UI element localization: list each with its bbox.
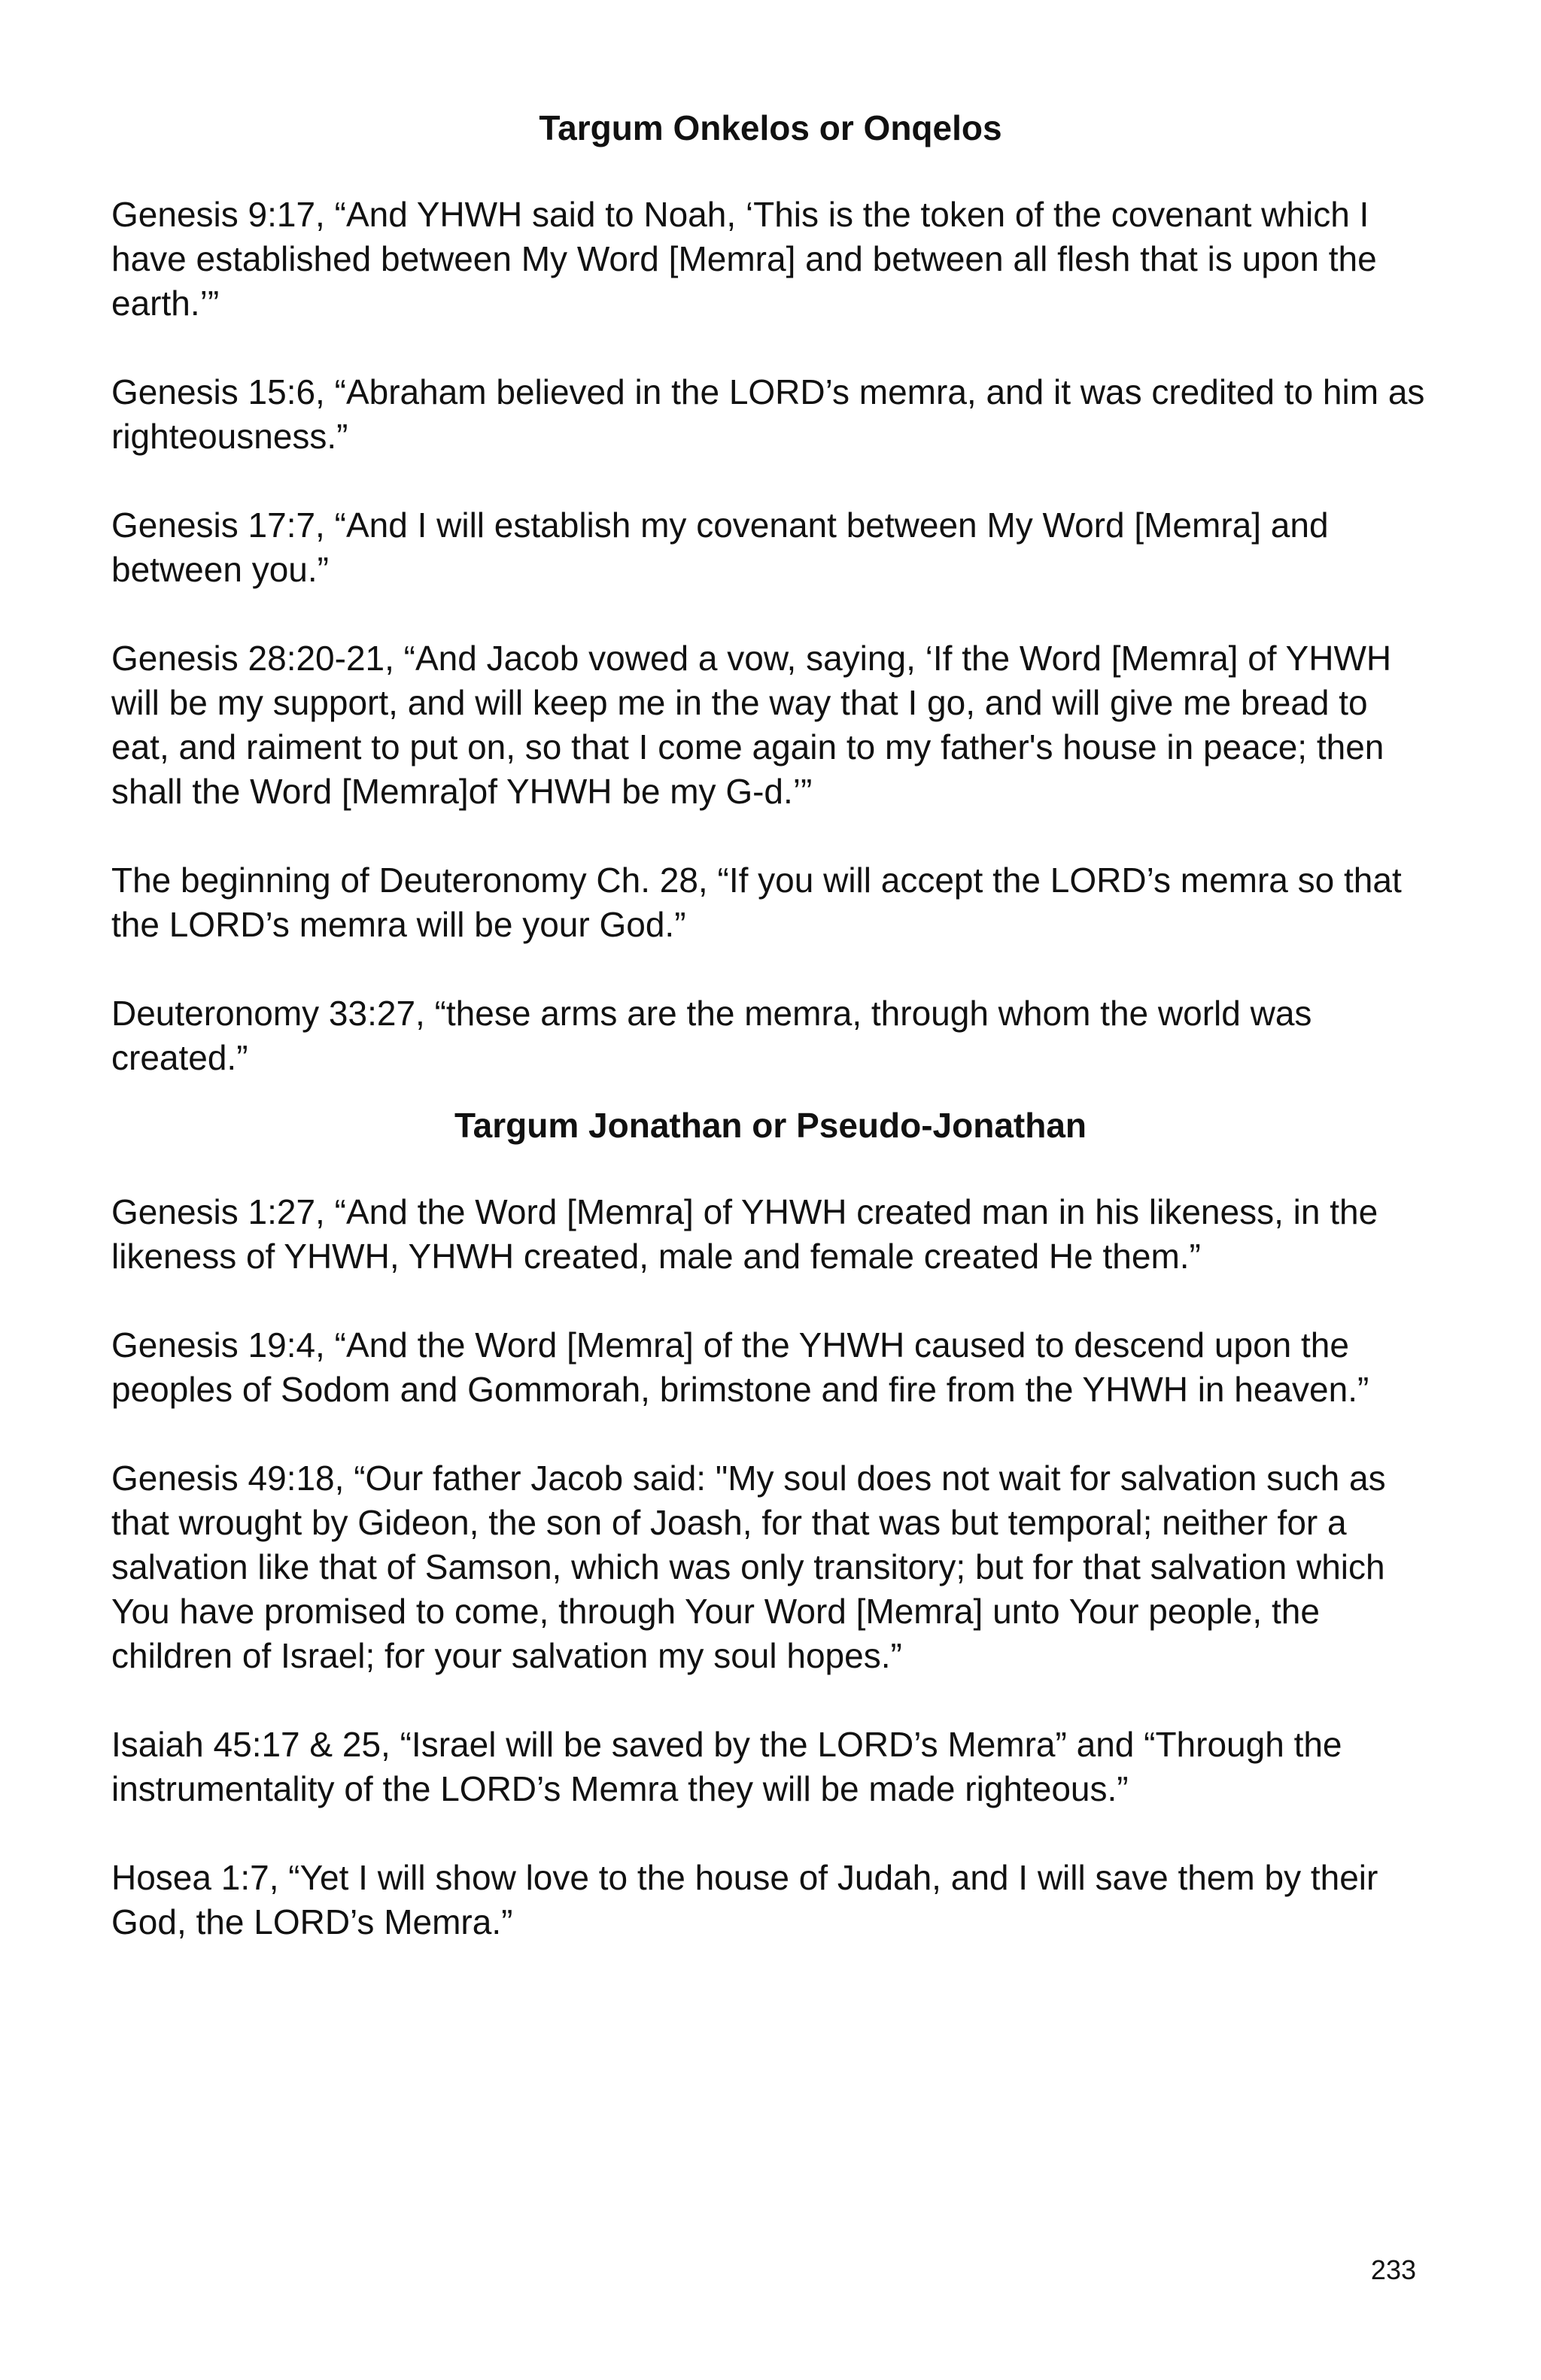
- section-heading-targum-jonathan: Targum Jonathan or Pseudo-Jonathan: [454, 1106, 1087, 1145]
- paragraph-deuteronomy-33-27: Deuteronomy 33:27, “these arms are the memra, through whom the world was created.”: [111, 994, 1312, 1077]
- paragraph-genesis-9-17: Genesis 9:17, “And YHWH said to Noah, ‘This is the token of the covenant which I have established between My Word [Memra] and between all flesh that is upon the earth.’”: [111, 195, 1377, 323]
- paragraph-genesis-17-7: Genesis 17:7, “And I will establish my covenant between My Word [Memra] and between you.”: [111, 505, 1329, 589]
- section-heading-targum-onkelos: Targum Onkelos or Onqelos: [539, 108, 1002, 147]
- page-number: 233: [1370, 2254, 1416, 2285]
- paragraph-genesis-1-27: Genesis 1:27, “And the Word [Memra] of YHWH created man in his likeness, in the likeness of YHWH, YHWH created, male and female created He them.”: [111, 1192, 1378, 1276]
- paragraph-genesis-49-18: Genesis 49:18, “Our father Jacob said: "My soul does not wait for salvation such as that wrought by Gideon, the son of Joash, for that was but temporal; neither for a salvation like that of Samson, which was only transitory; but for that salvation which You have promised to come, through Your Word [Memra] unto Your people, the children of Israel; for your salvation my soul hopes.”: [111, 1459, 1386, 1675]
- paragraph-isaiah-45-17: Isaiah 45:17 & 25, “Israel will be saved by the LORD’s Memra” and “Through the instrumentality of the LORD’s Memra they will be made righteous.”: [111, 1725, 1342, 1808]
- paragraph-genesis-28-20: Genesis 28:20-21, “And Jacob vowed a vow, saying, ‘If the Word [Memra] of YHWH will be my support, and will keep me in the way that I go, and will give me bread to eat, and raiment to put on, so that I come again to my father's house in peace; then shall the Word [Memra]of YHWH be my G-d.’”: [111, 639, 1392, 811]
- paragraph-genesis-19-4: Genesis 19:4, “And the Word [Memra] of the YHWH caused to descend upon the peoples of Sodom and Gommorah, brimstone and fire from the YHWH in heaven.”: [111, 1325, 1369, 1409]
- paragraph-genesis-15-6: Genesis 15:6, “Abraham believed in the LORD’s memra, and it was credited to him as righteousness.”: [111, 372, 1425, 456]
- document-page: [111, 105, 1430, 1944]
- paragraph-deuteronomy-28: The beginning of Deuteronomy Ch. 28, “If you will accept the LORD’s memra so that the LORD’s memra will be your God.”: [111, 861, 1402, 944]
- paragraph-hosea-1-7: Hosea 1:7, “Yet I will show love to the house of Judah, and I will save them by their God, the LORD’s Memra.”: [111, 1858, 1378, 1941]
